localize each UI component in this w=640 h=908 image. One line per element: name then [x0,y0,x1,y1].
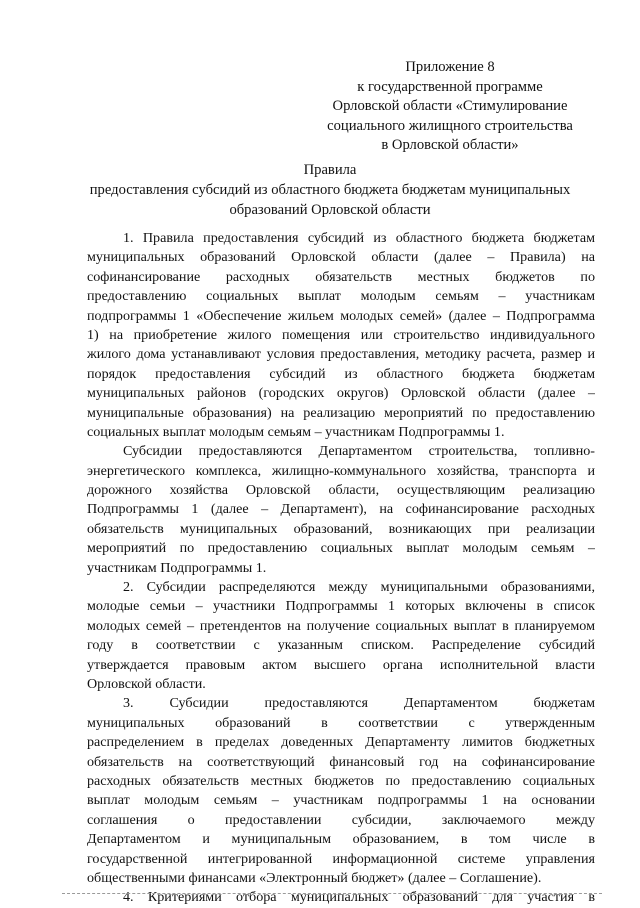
paragraph-line: мероприятий по предоставлению социальных выплат молодым семьям – [87,540,595,557]
paragraph [87,229,595,442]
paragraph-line: государственной интегрированной информационной системе управления [87,850,595,867]
paragraph-line: предоставлению социальных выплат молодым семьям – участникам [87,288,595,305]
paragraph-line: 4. Критериями отбора муниципальных образований для участия в [123,889,595,906]
paragraph-line: 1) на приобретение жилого помещения или строительство индивидуального [87,326,595,343]
paragraph-line: Орловской области. [87,675,206,692]
document-body [87,229,595,908]
title-subtitle-line: образований Орловской области [229,201,431,218]
paragraph [87,578,595,694]
paragraph-line: выплат молодым семьям – участникам подпрограммы 1 на основании [87,792,595,809]
paragraph-line: софинансирование расходных обязательств местных бюджетов по [87,268,595,285]
appendix-line: в Орловской области» [381,137,519,154]
paragraph-line: подпрограммы 1 «Обеспечение жильем молодых семей» (далее – Подпрограмма [87,307,595,324]
appendix-header [300,58,600,156]
paragraph-line: соглашения о предоставлении субсидии, заключаемого между [87,811,595,828]
paragraph-line: социальных выплат молодым семьям – участникам Подпрограммы 1. [87,423,505,440]
paragraph-line: общественными финансами «Электронный бюджет» (далее – Соглашение). [87,869,542,886]
paragraph-line: 2. Субсидии распределяются между муниципальными образованиями, [123,579,595,596]
title-subtitle-line: предоставления субсидий из областного бюджета бюджетам муниципальных [89,181,571,198]
paragraph-line: муниципальных образований в соответствии с утвержденным [87,714,595,731]
paragraph-line: Департаментом и муниципальным образованием, в том числе в [87,831,595,848]
paragraph-line: обязательств на соответствующий финансовый год на софинансирование [87,753,595,770]
appendix-line: Приложение 8 [405,59,495,75]
paragraph-line: году в соответствии с указанным списком. Распределение субсидий [87,637,595,654]
paragraph-line: участникам Подпрограммы 1. [87,559,267,576]
title-heading: Правила [303,162,357,178]
paragraph-line: Субсидии предоставляются Департаментом строительства, топливно- [123,443,595,460]
paragraph-line: 3. Субсидии предоставляются Департаментом бюджетам [123,695,595,712]
paragraph-line: распределением в пределах доведенных Департаменту лимитов бюджетных [87,734,595,751]
appendix-line: Орловской области «Стимулирование [332,98,568,115]
paragraph [87,694,595,888]
appendix-line: к государственной программе [357,78,543,95]
paragraph [87,442,595,578]
paragraph-line: порядок предоставления субсидий из областного бюджета бюджетам [87,365,595,382]
paragraph-line: молодых семей – претендентов на получение социальных выплат в планируемом [87,617,595,634]
paragraph-line: дорожного хозяйства Орловской области, осуществляющим реализацию [87,482,595,499]
paragraph-line: расходных обязательств местных бюджетов по предоставлению социальных [87,772,595,789]
page-bottom-rule [62,893,602,894]
paragraph-line: жилого дома устанавливают условия предоставления, методику расчета, размер и [87,346,595,363]
paragraph-line: молодые семьи – участники Подпрограммы 1 которых включены в список [87,598,595,615]
paragraph-line: 1. Правила предоставления субсидий из областного бюджета бюджетам [123,230,595,246]
paragraph-line: обязательств муниципальных образований, возникающих при реализации [87,520,595,537]
paragraph-line: утверждается правовым актом высшего органа исполнительной власти [87,656,595,673]
paragraph-line: энергетического комплекса, жилищно-коммунального хозяйства, транспорта и [87,462,595,479]
paragraph-line: Подпрограммы 1 (далее – Департамент), на софинансирование расходных [87,501,595,518]
paragraph-line: муниципальные образования) на реализацию мероприятий по предоставлению [87,404,595,421]
paragraph-line: муниципальных образований Орловской области (далее – Правила) на [87,249,595,266]
appendix-line: социального жилищного строительства [327,117,573,134]
paragraph-line: муниципальных районов (городских округов) Орловской области (далее – [87,385,595,402]
document-title [60,161,600,220]
